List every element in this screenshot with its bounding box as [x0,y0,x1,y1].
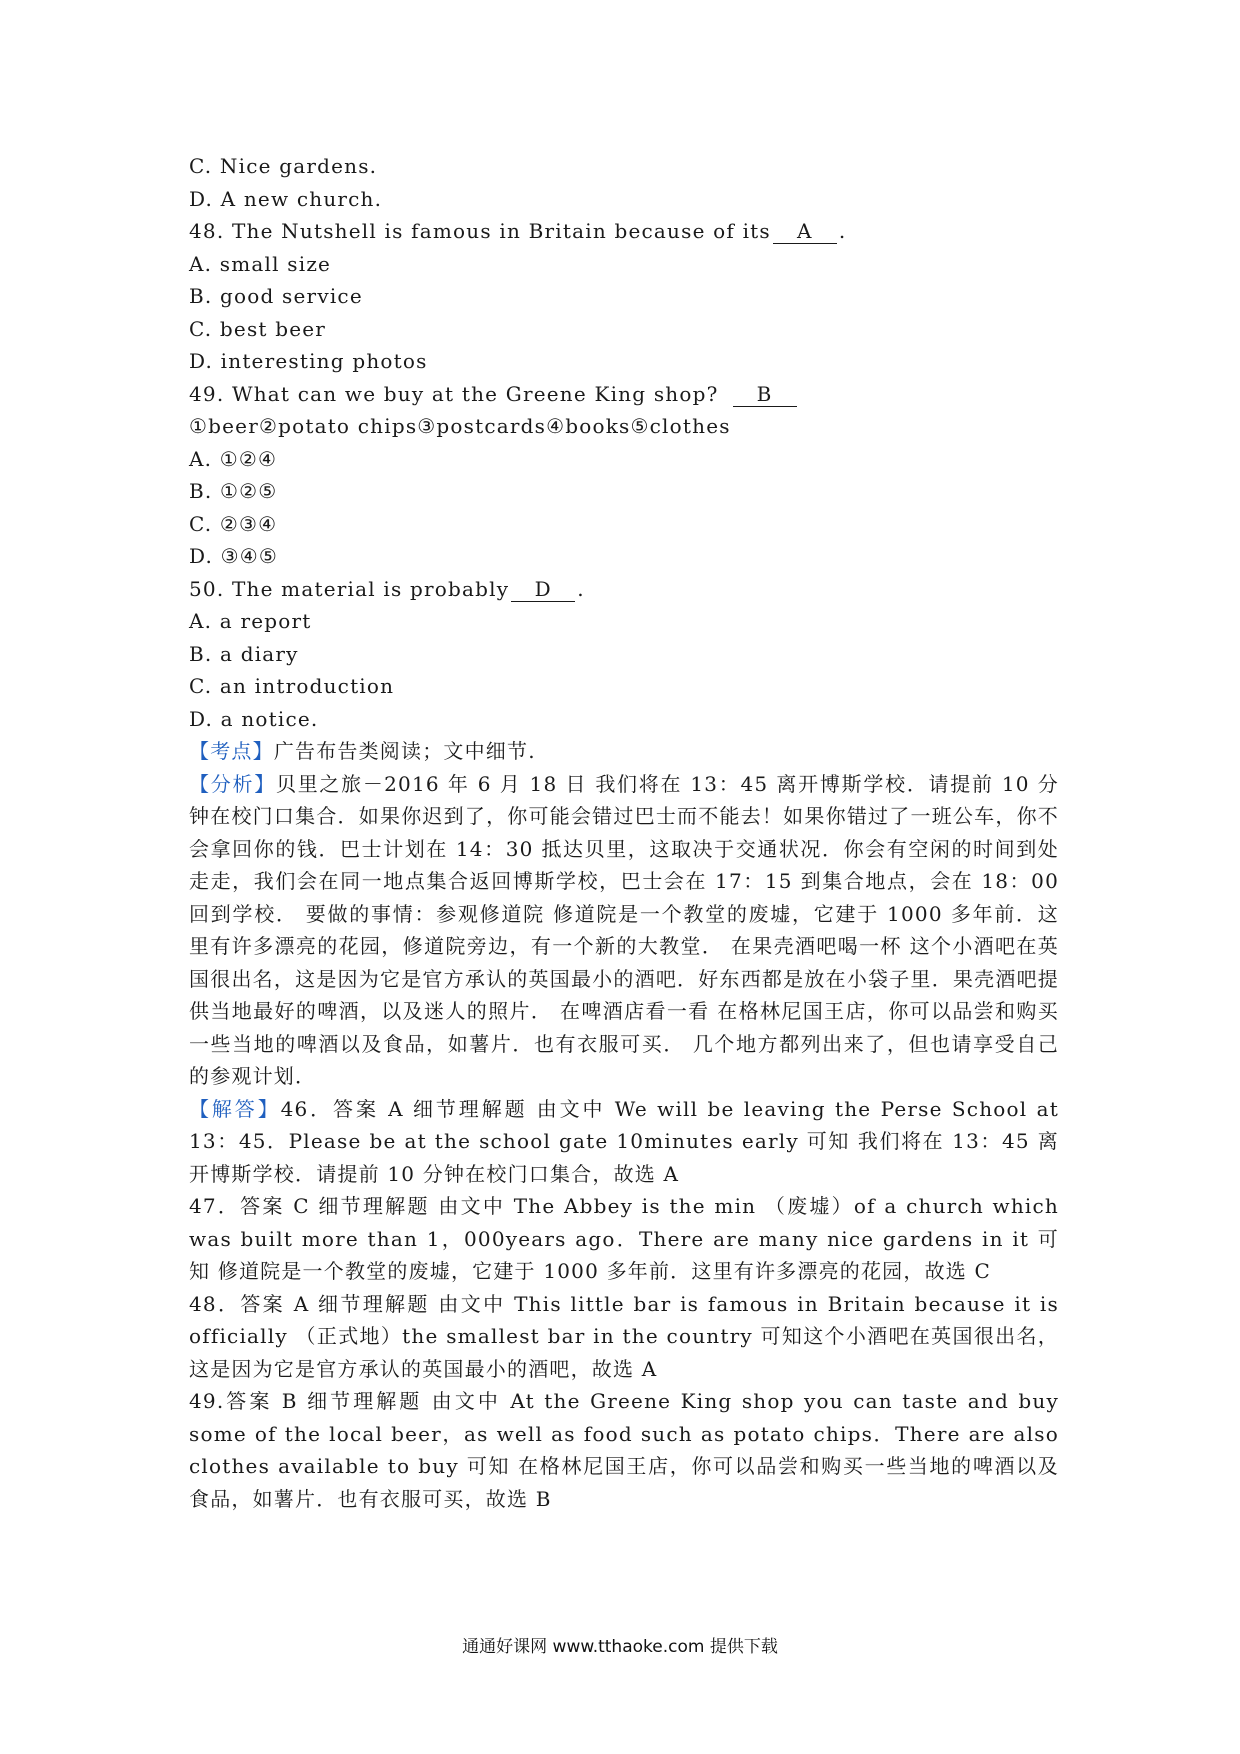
answer-explanation-49: 49.答案 B 细节理解题 由文中 At the Greene King shop you can taste and buy some of the local beer，as well as food such as potato chips．There are also clothes available to buy 可知 在格林尼国王店，你可以品尝和购买一些当地的啤酒以及食品，如薯片．也有衣服可买，故选 B [189,1389,1059,1511]
answer-explanation-47: 47．答案 C 细节理解题 由文中 The Abbey is the min （废墟）of a church which was built more than 1，000years ago．There are many nice gardens in it 可知 修道院是一个教堂的废墟，它建于 1000 多年前．这里有许多漂亮的花园，故选 C [189,1194,1059,1283]
jieda-tag: 【解答】 [189,1096,281,1121]
item-list: ①beer②potato chips③postcards④books⑤clothes [189,414,731,438]
jieda-46 [189,1093,1059,1191]
page-footer: 通通好课网 www.tthaoke.com 提供下载 [462,1637,778,1657]
option-line: B. good service [189,284,363,308]
kaodian-tag: 【考点】 [189,739,274,763]
fenxi-tag: 【分析】 [189,771,276,796]
question-50 [189,573,1059,606]
option-line: C. an introduction [189,674,395,698]
question-48 [189,215,1059,248]
option-line: D. A new church. [189,186,383,211]
fenxi-section [189,768,1059,1093]
option-line: A. a report [189,609,312,633]
page-content [189,150,1059,1515]
option-line: C. best beer [189,316,327,341]
question-stem: 49. What can we buy at the Greene King shop? [189,381,719,406]
fenxi-text: 贝里之旅－2016 年 6 月 18 日 我们将在 13：45 离开博斯学校．请提前 10 分钟在校门口集合．如果你迟到了，你可能会错过巴士而不能去！如果你错过了一班公车，你不会拿回你的钱．巴士计划在 14：30 抵达贝里，这取决于交通状况．你会有空闲的时间到处走走，我们会在同一地点集合返回博斯学校，巴士会在 17：15 到集合地点，会在 18：00 回到学校． 要做的事情：参观修道院 修道院是一个教堂的废墟，它建于 1000 多年前．这里有许多漂亮的花园，修道院旁边，有一个新的大教堂． 在果壳酒吧喝一杯 这个小酒吧在英国很出名，这是因为它是官方承认的英国最小的酒吧．好东西都是放在小袋子里．果壳酒吧提供当地最好的啤酒，以及迷人的照片． 在啤酒店看一看 在格林尼国王店，你可以品尝和购买一些当地的啤酒以及食品，如薯片．也有衣服可买． 几个地方都列出来了，但也请享受自己的参观计划． [189,771,1059,1088]
answer-blank: A [773,219,837,244]
option-line: D. a notice. [189,706,319,731]
kaodian-text: 广告布告类阅读；文中细节. [273,739,536,763]
question-stem: 48. The Nutshell is famous in Britain because of its [189,219,771,243]
answer-blank: D [511,577,575,602]
kaodian-section [189,735,1059,768]
option-line: D. ③④⑤ [189,544,279,568]
option-line: A. ①②④ [189,446,278,471]
question-49 [189,378,1059,411]
question-stem: 50. The material is probably [189,576,510,601]
punctuation: . [838,219,847,243]
option-line: A. small size [189,251,332,276]
answer-explanation: 46．答案 A 细节理解题 由文中 We will be leaving the Perse School at 13：45．Please be at the school gate 10minutes early 可知 我们将在 13：45 离开博斯学校．请提前 10 分钟在校门口集合，故选 A [189,1096,1059,1186]
option-line: D. interesting photos [189,349,428,373]
answer-explanation-48: 48．答案 A 细节理解题 由文中 This little bar is famous in Britain because it is officially （正式地）the smallest bar in the country 可知这个小酒吧在英国很出名，这是因为它是官方承认的英国最小的酒吧，故选 A [189,1291,1059,1381]
option-line: C. Nice gardens. [189,154,378,178]
option-line: B. a diary [189,641,299,666]
answer-blank: B [733,382,797,407]
option-line: B. ①②⑤ [189,479,278,503]
punctuation: . [577,576,585,601]
option-line: C. ②③④ [189,511,278,536]
